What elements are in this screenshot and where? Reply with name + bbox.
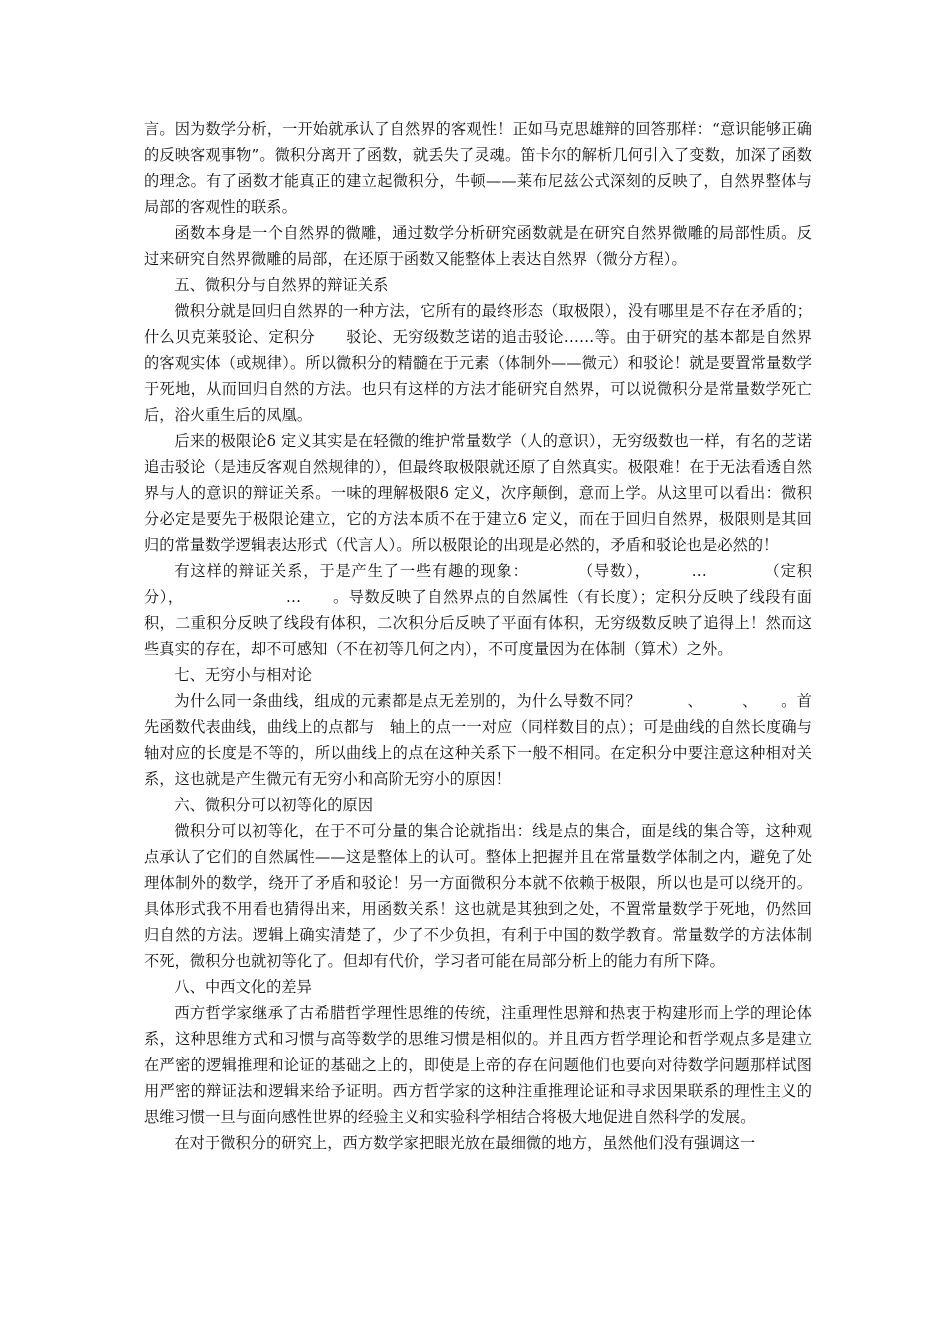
paragraph-4: 后来的极限论δ 定义其实是在轻微的维护常量数学（人的意识），无穷级数也一样，有名的芝诺追击驳论（是违反客观自然规律的），但最终取极限就还原了自然真实。极限难！在于无法看透自然界与人的意识的辩证关系。一味的理解极限δ 定义，次序颠倒，意而上学。从这里可以看出：微积分必定是要先于极限论建立，它的方法本质不在于建立δ 定义，而在于回归自然界，极限则是其回归的常量数学逻辑表达形式（代言人）。所以极限论的出现是必然的，矛盾和驳论也是必然的！ bbox=[144, 432, 812, 554]
document-page bbox=[144, 116, 828, 1156]
paragraph-1: 言。因为数学分析，一开始就承认了自然界的客观性！正如马克思雄辩的回答那样：“意识能够正确的反映客观事物”。微积分离开了函数，就丢失了灵魂。笛卡尔的解析几何引入了变数，加深了函数的理念。有了函数才能真正的建立起微积分，牛顿——莱布尼兹公式深刻的反映了，自然界整体与局部的客观性的联系。 bbox=[144, 120, 812, 216]
paragraph-9: 在对于微积分的研究上，西方数学家把眼光放在最细微的地方，虽然他们没有强调这一 bbox=[174, 1134, 756, 1152]
section-heading-7: 七、无穷小与相对论 bbox=[174, 666, 312, 684]
paragraph-7: 微积分可以初等化，在于不可分量的集合论就指出：线是点的集合，面是线的集合等，这种观点承认了它们的自然属性——这是整体上的认可。整体上把握并且在常量数学体制之内，避免了处理体制外的数学，绕开了矛盾和驳论！另一方面微积分本就不依赖于极限，所以也是可以绕开的。具体形式我不用看也猜得出来，用函数关系！这也就是其独到之处，不置常量数学于死地，仍然回归自然的方法。逻辑上确实清楚了，少了不少负担，有利于中国的数学教育。常量数学的方法体制不死，微积分也就初等化了。但却有代价，学习者可能在局部分析上的能力有所下降。 bbox=[144, 822, 812, 970]
section-heading-8: 八、中西文化的差异 bbox=[174, 978, 312, 996]
paragraph-3: 微积分就是回归自然界的一种方法，它所有的最终形态（取极限），没有哪里是不存在矛盾的；什么贝克莱驳论、定积分 驳论、无穷级数芝诺的追击驳论……等。由于研究的基本都是自然界的客观实体（或规律）。所以微积分的精髓在于元素（体制外——微元）和驳论！就是要置常量数学于死地，从而回归自然的方法。也只有这样的方法才能研究自然界，可以说微积分是常量数学死亡后，浴火重生后的凤凰。 bbox=[144, 302, 812, 424]
paragraph-6: 为什么同一条曲线，组成的元素都是点无差别的，为什么导数不同？ 、 、 。首先函数代表曲线，曲线上的点都与 轴上的点一一对应（同样数目的点）；可是曲线的自然长度确与 轴对应的长度是不等的，所以曲线上的点在这种关系下一般不相同。在定积分中要注意这种相对关系，这也就是产生微元有无穷小和高阶无穷小的原因！ bbox=[144, 692, 828, 788]
paragraph-5: 有这样的辩证关系，于是产生了一些有趣的现象： （导数）， … （定积分）， … 。导数反映了自然界点的自然属性（有长度）；定积分反映了线段有面积，二重积分反映了线段有体积，二次积分后反映了平面有体积，无穷级数反映了追得上！然而这些真实的存在，却不可感知（不在初等几何之内），不可度量因为在体制（算术）之外。 bbox=[144, 562, 812, 658]
section-heading-5: 五、微积分与自然界的辩证关系 bbox=[174, 276, 389, 294]
paragraph-8: 西方哲学家继承了古希腊哲学理性思维的传统，注重理性思辩和热衷于构建形而上学的理论体系，这种思维方式和习惯与高等数学的思维习惯是相似的。并且西方哲学理论和哲学观点多是建立在严密的逻辑推理和论证的基础之上的，即使是上帝的存在问题他们也要向对待数学问题那样试图用严密的辩证法和逻辑来给予证明。西方哲学家的这种注重推理论证和寻求因果联系的理性主义的思维习惯一旦与面向感性世界的经验主义和实验科学相结合将极大地促进自然科学的发展。 bbox=[144, 1004, 812, 1126]
paragraph-2: 函数本身是一个自然界的微雕，通过数学分析研究函数就是在研究自然界微雕的局部性质。反过来研究自然界微雕的局部，在还原于函数又能整体上表达自然界（微分方程）。 bbox=[144, 224, 812, 268]
section-heading-6: 六、微积分可以初等化的原因 bbox=[174, 796, 374, 814]
